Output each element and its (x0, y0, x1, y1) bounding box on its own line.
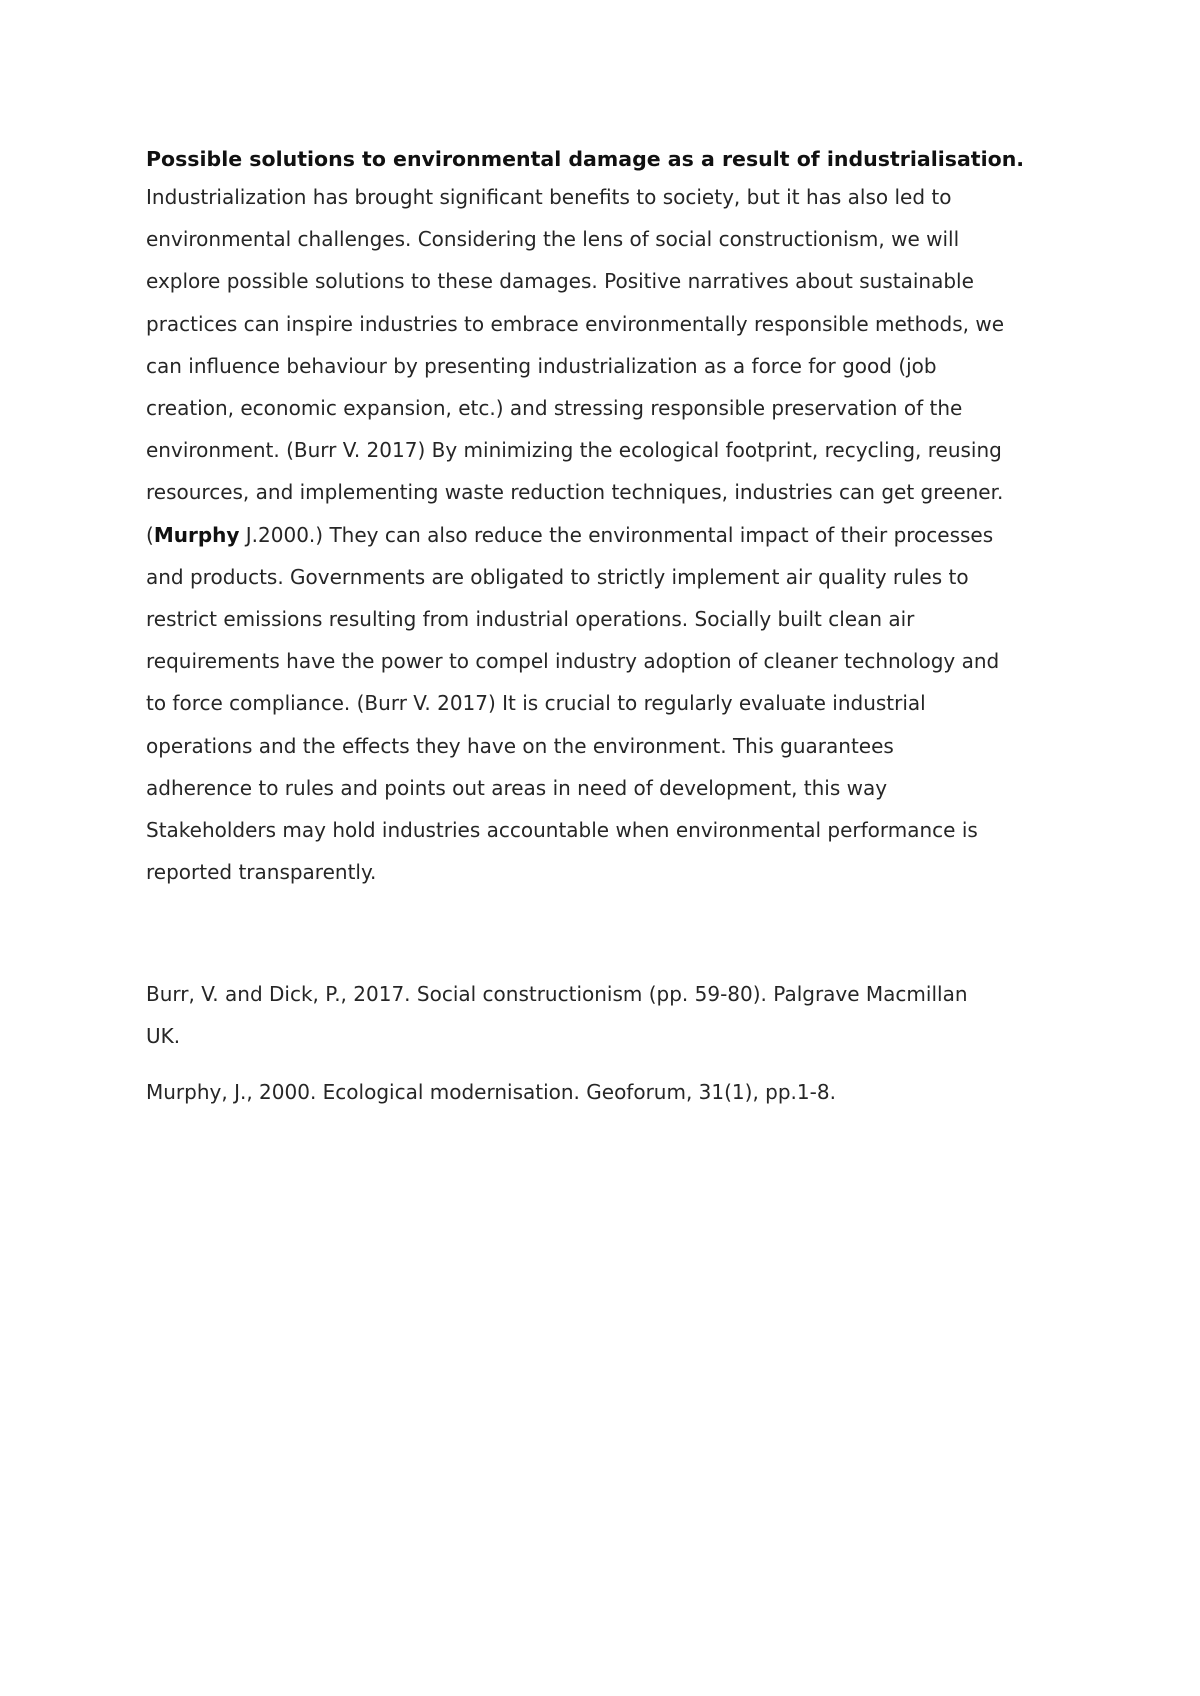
document-heading: Possible solutions to environmental damage as a result of industrialisation. (146, 147, 1025, 171)
body-line: Industrialization has brought significant benefits to society, but it has also led to (146, 185, 952, 209)
body-line-citation (146, 514, 1076, 556)
reference-line: UK. (146, 1024, 181, 1049)
body-line: reported transparently. (146, 860, 377, 885)
body-line: explore possible solutions to these damages. Positive narratives about sustainable (146, 269, 974, 294)
citation-open-paren: ( (146, 522, 154, 547)
citation-author-bold: Murphy (153, 522, 240, 547)
reference-list (146, 973, 1076, 1113)
body-line: can influence behaviour by presenting industrialization as a force for good (job (146, 353, 937, 378)
document-content (146, 144, 1076, 1127)
reference-line: Murphy, J., 2000. Ecological modernisation. Geoforum, 31(1), pp.1-8. (146, 1080, 836, 1105)
body-line: restrict emissions resulting from industrial operations. Socially built clean air (146, 607, 915, 632)
body-line: requirements have the power to compel industry adoption of cleaner technology and (146, 649, 1000, 674)
body-line: resources, and implementing waste reduction techniques, industries can get greener. (146, 480, 1004, 505)
citation-rest: J.2000.) They can also reduce the environmental impact of their processes (239, 522, 994, 547)
body-line: and products. Governments are obligated to strictly implement air quality rules to (146, 564, 969, 589)
body-line: practices can inspire industries to embrace environmentally responsible methods, we (146, 311, 1005, 336)
reference-item (146, 973, 1076, 1057)
body-line: adherence to rules and points out areas in need of development, this way (146, 775, 888, 800)
body-line: operations and the effects they have on the environment. This guarantees (146, 733, 894, 758)
body-line: environment. (Burr V. 2017) By minimizing the ecological footprint, recycling, reusing (146, 438, 1002, 463)
body-paragraph (146, 176, 1076, 893)
body-line: environmental challenges. Considering the lens of social constructionism, we will (146, 227, 960, 252)
body-line: creation, economic expansion, etc.) and stressing responsible preservation of the (146, 396, 963, 421)
reference-item (146, 1071, 1076, 1113)
reference-line: Burr, V. and Dick, P., 2017. Social constructionism (pp. 59-80). Palgrave Macmillan (146, 982, 968, 1007)
body-line: to force compliance. (Burr V. 2017) It is crucial to regularly evaluate industrial (146, 691, 926, 716)
body-line: Stakeholders may hold industries accountable when environmental performance is (146, 818, 978, 843)
